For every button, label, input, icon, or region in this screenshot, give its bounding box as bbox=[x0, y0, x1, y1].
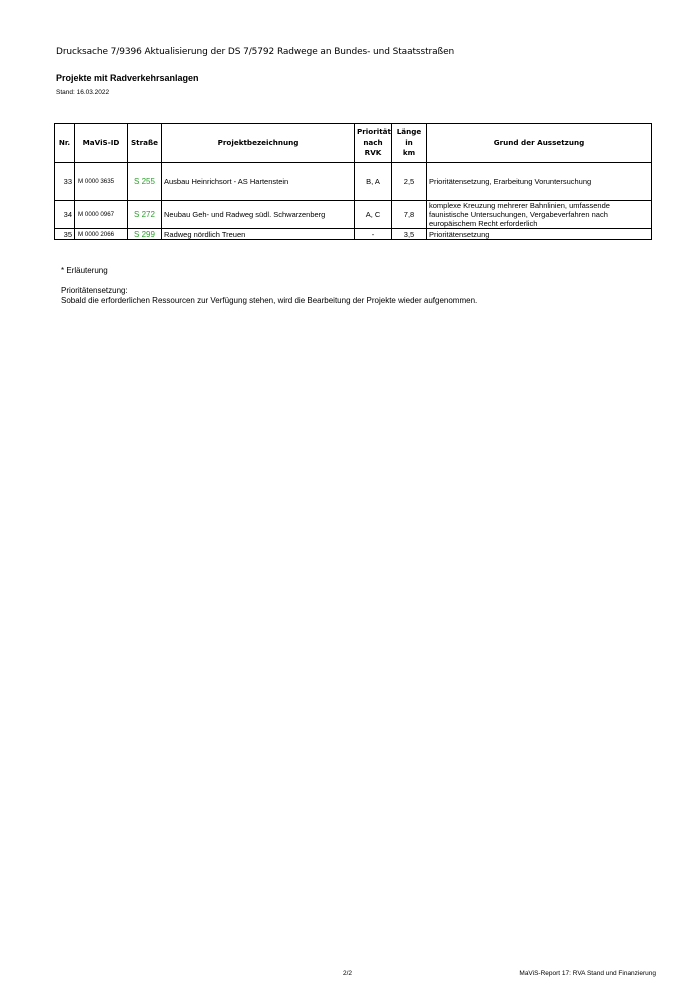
cell-nr: 34 bbox=[55, 201, 75, 229]
cell-grund: Prioritätensetzung bbox=[427, 229, 652, 240]
cell-mavis-id: M 0000 0967 bbox=[75, 201, 128, 229]
stand-date: Stand: 16.03.2022 bbox=[56, 89, 110, 96]
header-prioritaet bbox=[355, 124, 392, 163]
page-number: 2/2 bbox=[343, 970, 353, 977]
section-title: Projekte mit Radverkehrsanlagen bbox=[56, 73, 199, 83]
cell-projekt: Ausbau Heinrichsort - AS Hartenstein bbox=[162, 163, 355, 201]
header-laenge bbox=[392, 124, 427, 163]
header-prioritaet-line3: RVK bbox=[364, 148, 382, 158]
cell-projekt: Radweg nördlich Treuen bbox=[162, 229, 355, 240]
projects-table bbox=[54, 123, 652, 240]
table-header-row bbox=[55, 124, 652, 163]
cell-strasse: S 255 bbox=[128, 163, 162, 201]
header-prioritaet-line1: Priorität bbox=[357, 127, 391, 137]
header-strasse: Straße bbox=[128, 124, 162, 163]
cell-grund: komplexe Kreuzung mehrerer Bahnlinien, umfassende faunistische Untersuchungen, Vergabeverfahren nach europäischem Recht erforderlich bbox=[427, 201, 652, 229]
table-row bbox=[55, 163, 652, 201]
note-label: Prioritätensetzung: bbox=[61, 286, 128, 295]
cell-laenge: 3,5 bbox=[392, 229, 427, 240]
cell-mavis-id: M 0000 2066 bbox=[75, 229, 128, 240]
cell-projekt: Neubau Geh- und Radweg südl. Schwarzenberg bbox=[162, 201, 355, 229]
header-mavis-id: MaViS-ID bbox=[75, 124, 128, 163]
table-row bbox=[55, 201, 652, 229]
cell-laenge: 7,8 bbox=[392, 201, 427, 229]
header-nr: Nr. bbox=[55, 124, 75, 163]
header-laenge-line2: km bbox=[402, 148, 416, 158]
cell-strasse: S 272 bbox=[128, 201, 162, 229]
document-header: Drucksache 7/9396 Aktualisierung der DS 7/5792 Radwege an Bundes- und Staatsstraßen bbox=[56, 47, 455, 57]
note-explanation: * Erläuterung bbox=[61, 266, 108, 275]
cell-laenge: 2,5 bbox=[392, 163, 427, 201]
cell-nr: 33 bbox=[55, 163, 75, 201]
note-text: Sobald die erforderlichen Ressourcen zur Verfügung stehen, wird die Bearbeitung der Projekte wieder aufgenommen. bbox=[61, 296, 478, 305]
header-projekt: Projektbezeichnung bbox=[162, 124, 355, 163]
cell-mavis-id: M 0000 3635 bbox=[75, 163, 128, 201]
report-name: MaViS-Report 17: RVA Stand und Finanzierung bbox=[519, 970, 656, 977]
cell-grund: Prioritätensetzung, Erarbeitung Voruntersuchung bbox=[427, 163, 652, 201]
cell-prioritaet: - bbox=[355, 229, 392, 240]
cell-strasse: S 299 bbox=[128, 229, 162, 240]
header-laenge-line1: Länge in bbox=[396, 127, 422, 147]
table-row bbox=[55, 229, 652, 240]
header-prioritaet-line2: nach bbox=[363, 137, 383, 147]
header-grund: Grund der Aussetzung bbox=[427, 124, 652, 163]
cell-prioritaet: B, A bbox=[355, 163, 392, 201]
cell-nr: 35 bbox=[55, 229, 75, 240]
cell-prioritaet: A, C bbox=[355, 201, 392, 229]
